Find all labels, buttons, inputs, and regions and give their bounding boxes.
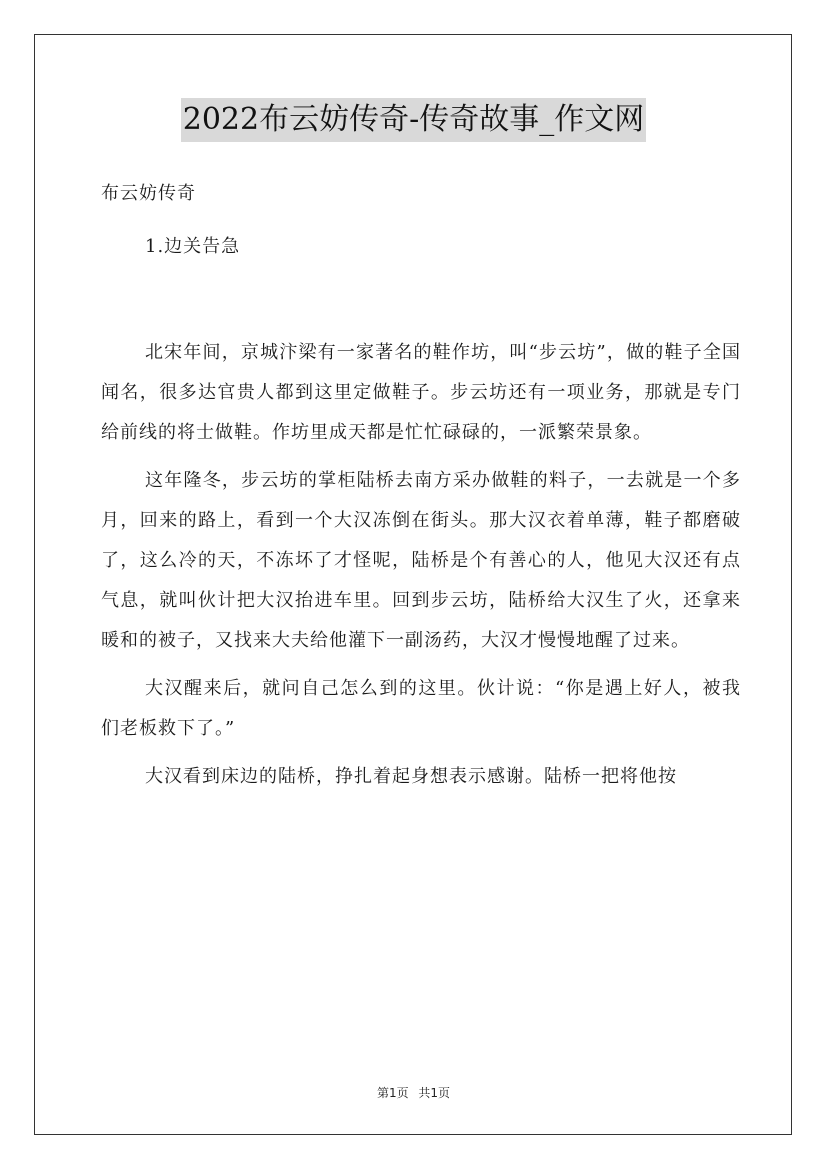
paragraph: 这年隆冬，步云坊的掌柜陆桥去南方采办做鞋的料子，一去就是一个多月，回来的路上，看到一个大汉冻倒在街头。那大汉衣着单薄，鞋子都磨破了，这么冷的天，不冻坏了才怪呢，陆桥是个有善心的人，他见大汉还有点气息，就叫伙计把大汉抬进车里。回到步云坊，陆桥给大汉生了火，还拿来暖和的被子，又找来大夫给他灌下一副汤药，大汉才慢慢地醒了过来。 <box>101 470 741 651</box>
page-footer <box>0 1084 827 1101</box>
page-number-current: 第1页 <box>376 1086 409 1100</box>
paragraph: 北宋年间，京城汴梁有一家著名的鞋作坊，叫“步云坊”，做的鞋子全国闻名，很多达官贵人都到这里定做鞋子。步云坊还有一项业务，那就是专门给前线的将士做鞋。作坊里成天都是忙忙碌碌的，一派繁荣景象。 <box>101 342 741 443</box>
document-body <box>101 174 741 797</box>
document-title: 2022布云妨传奇-传奇故事_作文网 <box>181 98 646 142</box>
title-container <box>0 98 827 142</box>
document-subtitle: 布云妨传奇 <box>101 183 196 204</box>
page-number-total: 共1页 <box>418 1086 451 1100</box>
section-heading: 1.边关告急 <box>145 236 241 257</box>
paragraph: 大汉醒来后，就问自己怎么到的这里。伙计说：“你是遇上好人，被我们老板救下了。” <box>101 678 741 739</box>
paragraph: 大汉看到床边的陆桥，挣扎着起身想表示感谢。陆桥一把将他按 <box>145 766 677 787</box>
